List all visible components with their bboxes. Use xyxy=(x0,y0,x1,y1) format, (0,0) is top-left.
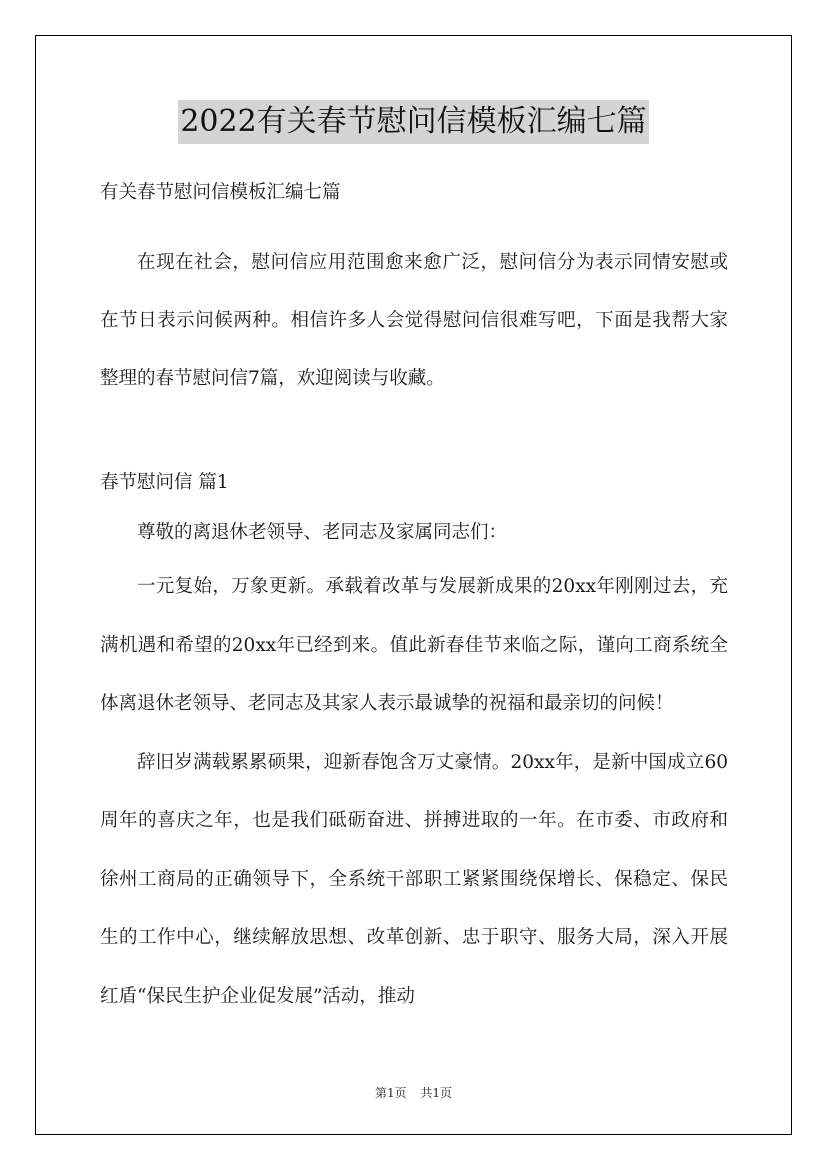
document-title: 2022有关春节慰问信模板汇编七篇 xyxy=(178,100,648,144)
intro-paragraph: 在现在社会，慰问信应用范围愈来愈广泛，慰问信分为表示同情安慰或在节日表示问候两种。相信许多人会觉得慰问信很难写吧，下面是我帮大家整理的春节慰问信7篇，欢迎阅读与收藏。 xyxy=(100,252,728,389)
section-heading: 春节慰问信 篇1 xyxy=(100,472,229,493)
page-number: 第1页 xyxy=(374,1086,407,1100)
title-container xyxy=(0,100,827,144)
page-total: 共1页 xyxy=(420,1086,453,1100)
document-body xyxy=(100,178,728,1026)
salutation: 尊敬的离退休老领导、老同志及家属同志们： xyxy=(137,522,508,543)
document-subtitle: 有关春节慰问信模板汇编七篇 xyxy=(100,182,341,203)
body-paragraph: 一元复始，万象更新。承载着改革与发展新成果的20xx年刚刚过去，充满机遇和希望的20xx年已经到来。值此新春佳节来临之际，谨向工商系统全体离退休老领导、老同志及其家人表示最诚挚的祝福和最亲切的问候！ xyxy=(100,576,728,714)
body-paragraph: 辞旧岁满载累累硕果，迎新春饱含万丈豪情。20xx年，是新中国成立60周年的喜庆之年，也是我们砥砺奋进、拼搏进取的一年。在市委、市政府和徐州工商局的正确领导下，全系统干部职工紧紧围绕保增长、保稳定、保民生的工作中心，继续解放思想、改革创新、忠于职守、服务大局，深入开展红盾“保民生护企业促发展”活动，推动 xyxy=(100,751,728,1007)
page-footer xyxy=(0,1084,827,1101)
